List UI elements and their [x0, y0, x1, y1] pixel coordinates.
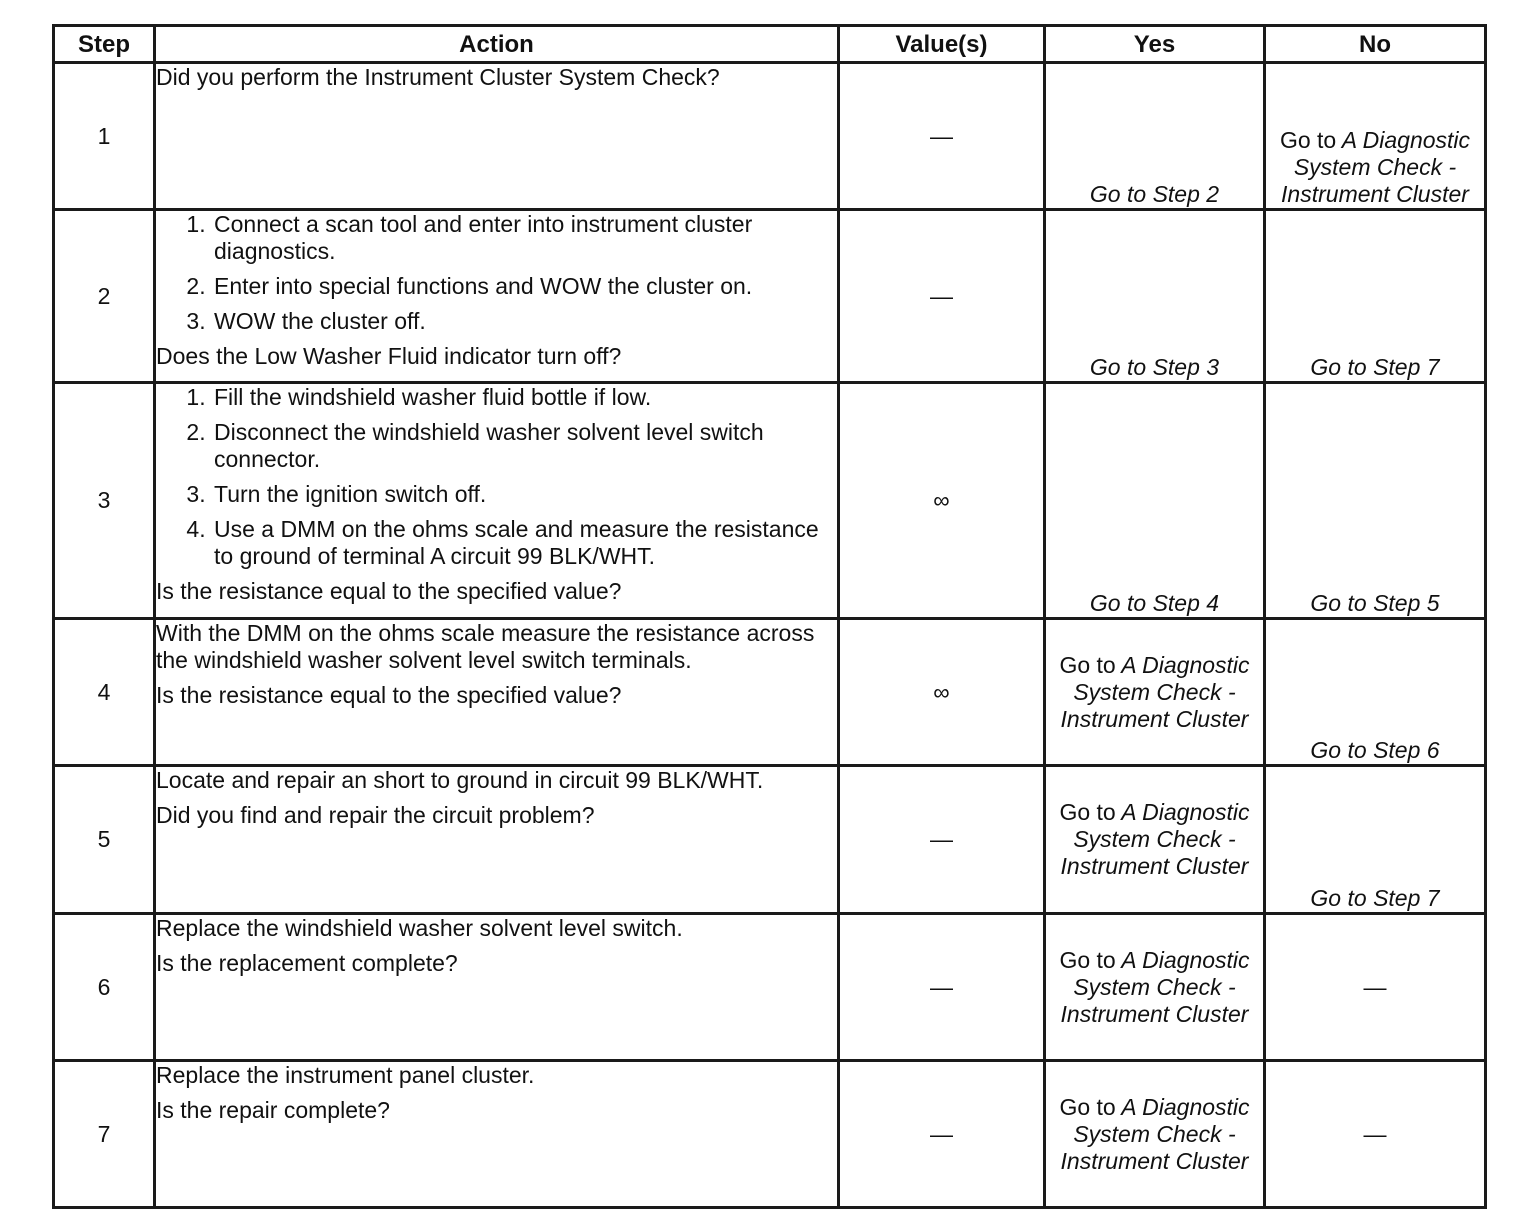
- action-text: Replace the instrument panel cluster.: [156, 1062, 535, 1088]
- goto-reference: A Diagnostic System Check - Instrument Cluster: [1060, 946, 1250, 1027]
- action-step-item: 1. Fill the windshield washer fluid bottle if low.: [212, 384, 837, 411]
- value-cell: —: [839, 1061, 1045, 1208]
- action-step-item: 3. Turn the ignition switch off.: [212, 481, 837, 508]
- action-question: Is the repair complete?: [156, 1097, 390, 1123]
- action-question: Is the replacement complete?: [156, 950, 458, 976]
- diagnostic-table: [52, 24, 1487, 1209]
- no-cell: Go to Step 7: [1265, 766, 1486, 914]
- header-step: Step: [54, 26, 155, 63]
- step-number: 5: [54, 766, 155, 914]
- header-no: No: [1265, 26, 1486, 63]
- no-cell: Go to Step 5: [1265, 383, 1486, 619]
- goto-reference: A Diagnostic System Check - Instrument Cluster: [1060, 1093, 1250, 1174]
- action-cell: [155, 619, 839, 766]
- action-step-item: 3. WOW the cluster off.: [212, 308, 837, 335]
- step-number: 2: [54, 210, 155, 383]
- yes-cell: [1045, 619, 1265, 766]
- action-steps-list: [156, 211, 837, 335]
- header-row: [54, 26, 1486, 63]
- value-cell: —: [839, 210, 1045, 383]
- goto-prefix: Go to: [1059, 651, 1116, 678]
- value-cell: —: [839, 63, 1045, 210]
- yes-cell: [1045, 766, 1265, 914]
- action-question: Did you perform the Instrument Cluster System Check?: [156, 64, 720, 90]
- action-cell: [155, 1061, 839, 1208]
- yes-cell: [1045, 1061, 1265, 1208]
- header-values: Value(s): [839, 26, 1045, 63]
- value-cell: ∞: [839, 383, 1045, 619]
- yes-cell: [1045, 914, 1265, 1061]
- table-row: [54, 619, 1486, 766]
- action-step-item: 4. Use a DMM on the ohms scale and measure the resistance to ground of terminal A circuit 99 BLK/WHT.: [212, 516, 837, 570]
- value-cell: ∞: [839, 619, 1045, 766]
- yes-cell: Go to Step 3: [1045, 210, 1265, 383]
- value-cell: —: [839, 766, 1045, 914]
- action-text: With the DMM on the ohms scale measure the resistance across the windshield washer solvent level switch terminals.: [156, 620, 815, 673]
- action-step-item: 2. Disconnect the windshield washer solvent level switch connector.: [212, 419, 837, 473]
- table-row: [54, 383, 1486, 619]
- action-steps-list: [156, 384, 837, 570]
- action-cell: [155, 383, 839, 619]
- yes-cell: Go to Step 2: [1045, 63, 1265, 210]
- goto-prefix: Go to: [1059, 1093, 1116, 1120]
- no-cell: [1265, 63, 1486, 210]
- goto-reference: A Diagnostic System Check - Instrument Cluster: [1060, 651, 1250, 732]
- action-cell: [155, 766, 839, 914]
- action-step-item: 1. Connect a scan tool and enter into instrument cluster diagnostics.: [212, 211, 837, 265]
- no-cell: Go to Step 6: [1265, 619, 1486, 766]
- header-yes: Yes: [1045, 26, 1265, 63]
- goto-reference: A Diagnostic System Check - Instrument Cluster: [1281, 127, 1471, 207]
- header-action: Action: [155, 26, 839, 63]
- goto-prefix: Go to: [1059, 799, 1116, 825]
- step-number: 3: [54, 383, 155, 619]
- table-row: [54, 63, 1486, 210]
- action-cell: [155, 914, 839, 1061]
- table-row: [54, 210, 1486, 383]
- step-number: 4: [54, 619, 155, 766]
- step-number: 1: [54, 63, 155, 210]
- action-question: Is the resistance equal to the specified value?: [156, 682, 622, 708]
- no-cell: —: [1265, 1061, 1486, 1208]
- action-cell: [155, 63, 839, 210]
- value-cell: —: [839, 914, 1045, 1061]
- action-question: Did you find and repair the circuit problem?: [156, 802, 595, 828]
- action-step-item: 2. Enter into special functions and WOW the cluster on.: [212, 273, 837, 300]
- goto-prefix: Go to: [1059, 946, 1116, 973]
- action-cell: [155, 210, 839, 383]
- no-cell: —: [1265, 914, 1486, 1061]
- action-question: Is the resistance equal to the specified value?: [156, 578, 622, 604]
- goto-reference: A Diagnostic System Check - Instrument Cluster: [1060, 799, 1250, 879]
- table-row: [54, 914, 1486, 1061]
- table-row: [54, 766, 1486, 914]
- no-cell: Go to Step 7: [1265, 210, 1486, 383]
- goto-prefix: Go to: [1279, 127, 1337, 153]
- yes-cell: Go to Step 4: [1045, 383, 1265, 619]
- action-text: Replace the windshield washer solvent level switch.: [156, 915, 683, 941]
- step-number: 6: [54, 914, 155, 1061]
- action-text: Locate and repair an short to ground in circuit 99 BLK/WHT.: [156, 767, 764, 793]
- action-question: Does the Low Washer Fluid indicator turn off?: [156, 343, 622, 369]
- table-row: [54, 1061, 1486, 1208]
- step-number: 7: [54, 1061, 155, 1208]
